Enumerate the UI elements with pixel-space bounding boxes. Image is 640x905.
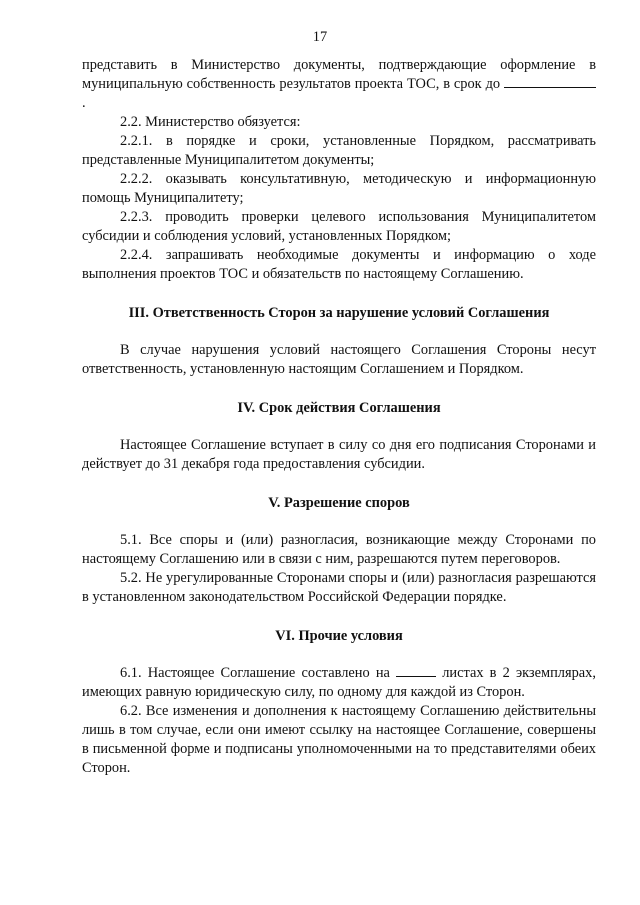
paragraph-2-2-4: 2.2.4. запрашивать необходимые документы и информацию о ходе выполнения проектов ТОС и обязательств по настоящему Соглашению.	[82, 247, 596, 282]
paragraph-tail: .	[82, 95, 86, 111]
paragraph-2-2-1: 2.2.1. в порядке и сроки, установленные Порядком, рассматривать представленные Муниципалитетом документы;	[82, 133, 596, 168]
paragraph-text: листах в 2 экземплярах, имеющих равную юридическую силу, по одному для каждой из Сторон.	[82, 665, 596, 700]
paragraph-6-2: 6.2. Все изменения и дополнения к настоящему Соглашению действительны лишь в том случае, если они имеют ссылку на настоящее Соглашение, совершены в письменной форме и подписаны уполномоченными на то представителями обеих Сторон.	[82, 703, 596, 776]
paragraph-term: Настоящее Соглашение вступает в силу со дня его подписания Сторонами и действует до 31 декабря года предоставления субсидии.	[82, 437, 596, 472]
section-heading-other-conditions: VI. Прочие условия	[275, 628, 403, 644]
paragraph-2-2-2: 2.2.2. оказывать консультативную, методическую и информационную помощь Муниципалитету;	[82, 171, 596, 206]
paragraph-ministry-obliged: 2.2. Министерство обязуется:	[120, 114, 301, 130]
section-heading-term: IV. Срок действия Соглашения	[237, 400, 441, 416]
paragraph-5-2: 5.2. Не урегулированные Сторонами споры и (или) разногласия разрешаются в установленном законодательством Российской Федерации порядке.	[82, 570, 596, 605]
document-body	[82, 56, 596, 778]
paragraph-submit-documents	[82, 56, 596, 113]
blank-sheets-field	[396, 664, 436, 677]
page-number: 17	[312, 29, 328, 45]
paragraph-responsibility: В случае нарушения условий настоящего Соглашения Стороны несут ответственность, установленную настоящим Соглашением и Порядком.	[82, 342, 596, 377]
paragraph-5-1: 5.1. Все споры и (или) разногласия, возникающие между Сторонами по настоящему Соглашению или в связи с ним, разрешаются путем переговоров.	[82, 532, 596, 567]
section-heading-responsibility: III. Ответственность Сторон за нарушение условий Соглашения	[128, 305, 550, 321]
paragraph-text: 6.1. Настоящее Соглашение составлено на	[120, 665, 390, 681]
blank-deadline-field	[504, 75, 596, 88]
paragraph-text: представить в Министерство документы, подтверждающие оформление в муниципальную собственность результатов проекта ТОС, в срок до	[82, 57, 596, 92]
section-heading-disputes: V. Разрешение споров	[268, 495, 410, 511]
paragraph-2-2-3: 2.2.3. проводить проверки целевого использования Муниципалитетом субсидии и соблюдения условий, установленных Порядком;	[82, 209, 596, 244]
paragraph-6-1	[82, 664, 596, 702]
